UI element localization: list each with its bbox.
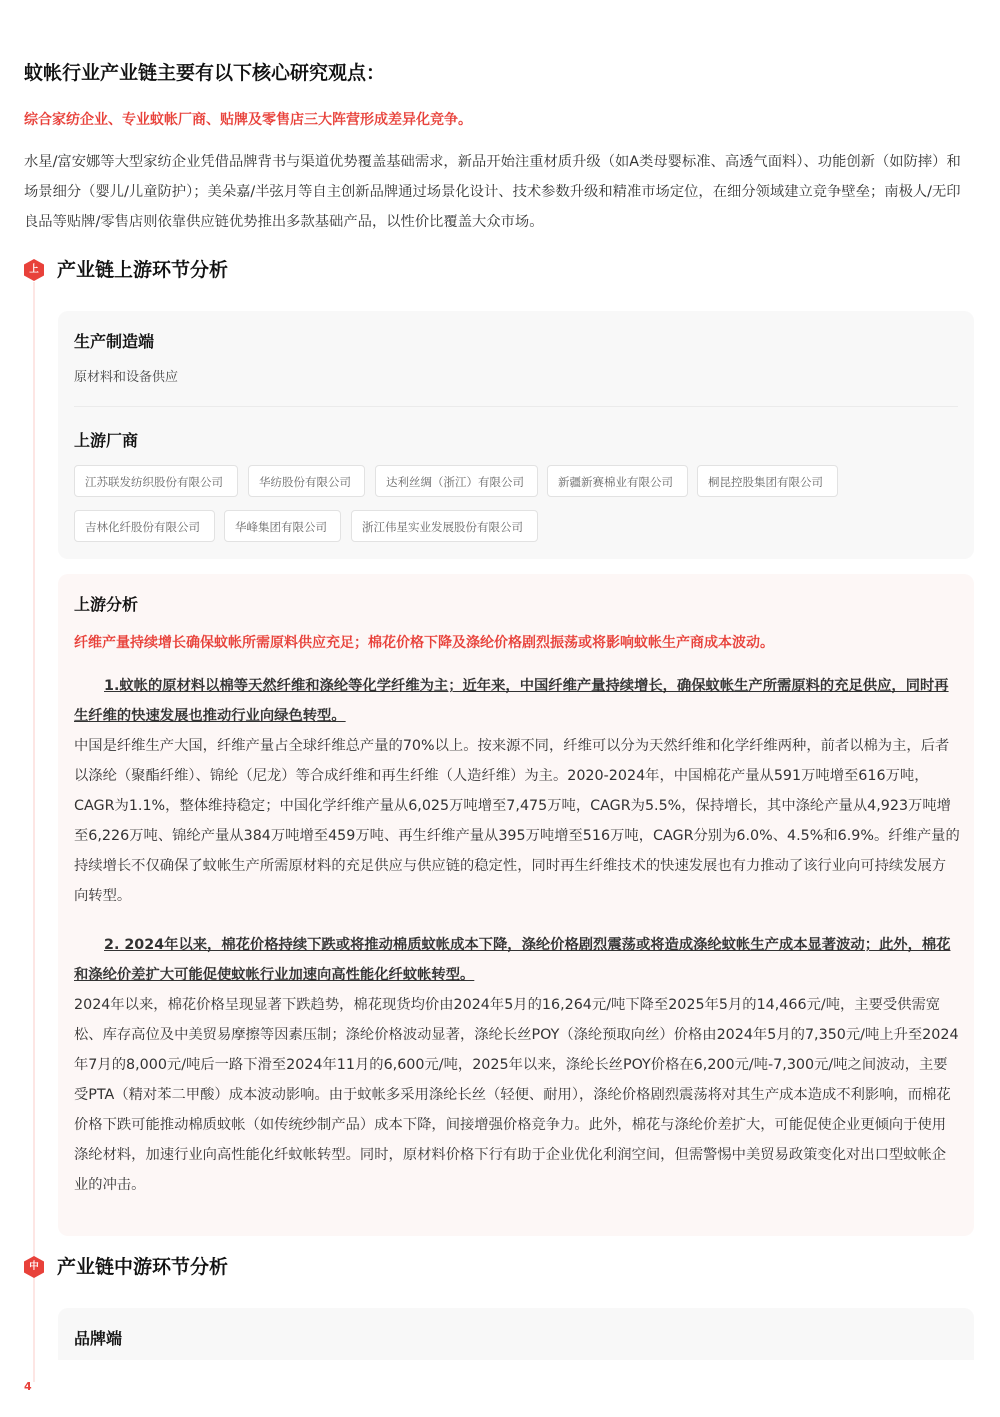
upstream-badge-label: 上 (29, 264, 39, 275)
page-number: 4 (24, 1380, 32, 1393)
vendor-chip[interactable]: 华纺股份有限公司 (248, 465, 365, 497)
intro-paragraph: 水星/富安娜等大型家纺企业凭借品牌背书与渠道优势覆盖基础需求，新品开始注重材质升级（如A类母婴标准、高透气面料）、功能创新（如防摔）和场景细分（婴儿/儿童防护）；美朵嘉/半弦月等自主创新品牌通过场景化设计、技术参数升级和精准市场定位，在细分领域建立竞争壁垒；南极人/无印良品等贴牌/零售店则依靠供应链优势推出多款基础产品，以性价比覆盖大众市场。 (24, 154, 961, 230)
hexagon-badge-icon (24, 1256, 44, 1278)
analysis-summary: 纤维产量持续增长确保蚊帐所需原料供应充足；棉花价格下降及涤纶价格剧烈振荡或将影响蚊帐生产商成本波动。 (74, 635, 774, 651)
upstream-card (58, 311, 974, 559)
analysis-label: 上游分析 (74, 595, 139, 614)
vendor-chip[interactable]: 达利丝绸（浙江）有限公司 (375, 465, 538, 497)
manufacturing-desc: 原材料和设备供应 (74, 370, 179, 385)
vendor-chip[interactable]: 桐昆控股集团有限公司 (697, 465, 838, 497)
midstream-section-title: 产业链中游环节分析 (57, 1256, 229, 1278)
upstream-analysis-card (58, 574, 974, 1236)
hexagon-badge-icon (24, 259, 44, 281)
midstream-badge-label: 中 (29, 1261, 39, 1272)
page-title: 蚊帐行业产业链主要有以下核心研究观点： (24, 62, 386, 84)
analysis-point-1-body: 中国是纤维生产大国，纤维产量占全球纤维总产量的70%以上。按来源不同，纤维可以分为天然纤维和化学纤维两种，前者以棉为主，后者以涤纶（聚酯纤维）、锦纶（尼龙）等合成纤维和再生纤维（人造纤维）为主。2020-2024年，中国棉花产量从591万吨增至616万吨，CAGR为1.1%，整体维持稳定；中国化学纤维产量从6,025万吨增至7,475万吨，CAGR为5.5%，保持增长，其中涤纶产量从4,923万吨增至6,226万吨、锦纶产量从384万吨增至459万吨、再生纤维产量从395万吨增至516万吨，CAGR分别为6.0%、4.5%和6.9%。纤维产量的持续增长不仅确保了蚊帐生产所需原材料的充足供应与供应链的稳定性，同时再生纤维技术的快速发展也有力推动了该行业向可持续发展方向转型。 (74, 738, 960, 904)
brand-label: 品牌端 (74, 1329, 123, 1348)
timeline-line (33, 282, 35, 1382)
vendors-label: 上游厂商 (74, 431, 139, 450)
midstream-card (58, 1308, 974, 1360)
vendor-chip[interactable]: 江苏联发纺织股份有限公司 (74, 465, 238, 497)
key-finding: 综合家纺企业、专业蚊帐厂商、贴牌及零售店三大阵营形成差异化竞争。 (24, 112, 472, 128)
vendor-chip[interactable]: 吉林化纤股份有限公司 (74, 510, 215, 542)
upstream-section-title: 产业链上游环节分析 (57, 259, 229, 281)
vendor-chip[interactable]: 浙江伟星实业发展股份有限公司 (351, 510, 538, 542)
vendor-chip[interactable]: 华峰集团有限公司 (224, 510, 341, 542)
analysis-point-1-title: 1.蚊帐的原材料以棉等天然纤维和涤纶等化学纤维为主；近年来，中国纤维产量持续增长，确保蚊帐生产所需原料的充足供应，同时再生纤维的快速发展也推动行业向绿色转型。 (74, 678, 949, 724)
card-divider (74, 406, 958, 407)
analysis-point-2-body: 2024年以来，棉花价格呈现显著下跌趋势，棉花现货均价由2024年5月的16,264元/吨下降至2025年5月的14,466元/吨，主要受供需宽松、库存高位及中美贸易摩擦等因素压制；涤纶价格波动显著，涤纶长丝POY（涤纶预取向丝）价格由2024年5月的7,350元/吨上升至2024年7月的8,000元/吨后一路下滑至2024年11月的6,600元/吨，2025年以来，涤纶长丝POY价格在6,200元/吨-7,300元/吨之间波动，主要受PTA（精对苯二甲酸）成本波动影响。由于蚊帐多采用涤纶长丝（轻便、耐用），涤纶价格剧烈震荡将对其生产成本造成不利影响，而棉花价格下跌可能推动棉质蚊帐（如传统纱制产品）成本下降，间接增强价格竞争力。此外，棉花与涤纶价差扩大，可能促使企业更倾向于使用涤纶材料，加速行业向高性能化纤蚊帐转型。同时，原材料价格下行有助于企业优化利润空间，但需警惕中美贸易政策变化对出口型蚊帐企业的冲击。 (74, 997, 959, 1193)
analysis-point-2-title: 2. 2024年以来，棉花价格持续下跌或将推动棉质蚊帐成本下降，涤纶价格剧烈震荡或将造成涤纶蚊帐生产成本显著波动；此外，棉花和涤纶价差扩大可能促使蚊帐行业加速向高性能化纤蚊帐转型。 (74, 937, 951, 983)
manufacturing-label: 生产制造端 (74, 332, 155, 351)
vendor-chip[interactable]: 新疆新赛棉业有限公司 (547, 465, 688, 497)
